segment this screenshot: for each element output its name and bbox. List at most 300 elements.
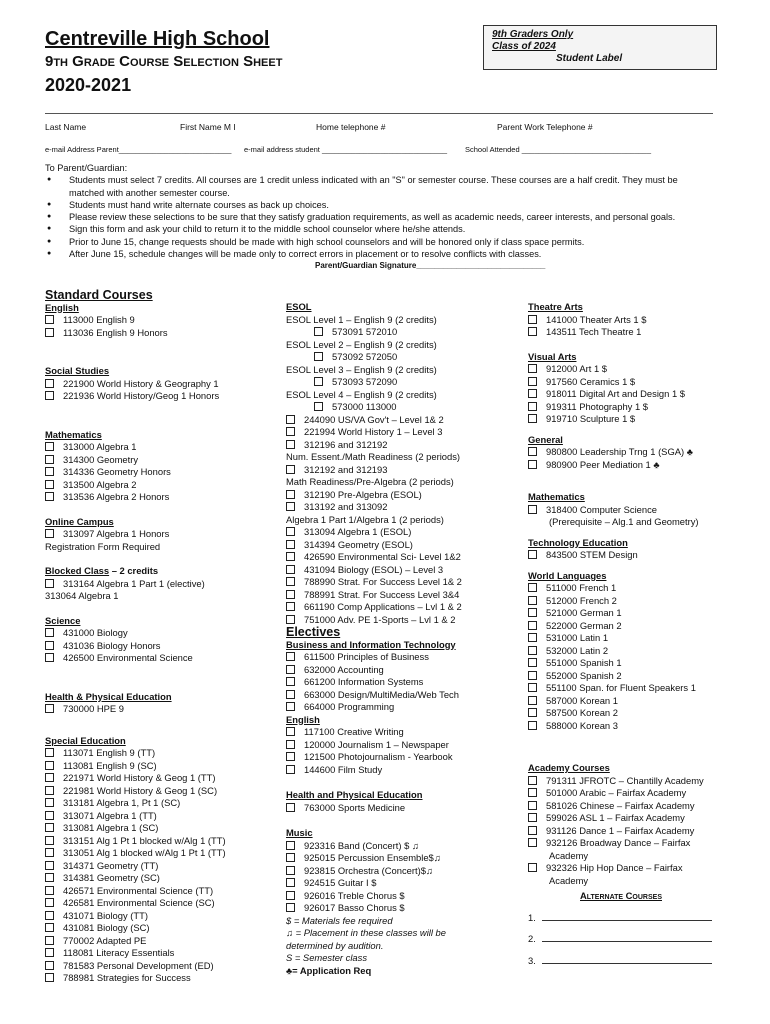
checkbox[interactable] bbox=[528, 658, 537, 667]
theatre-header: Theatre Arts bbox=[528, 301, 583, 312]
course-general-label: 980800 Leadership Trng 1 (SGA) ♣ bbox=[546, 446, 693, 457]
course-language[interactable] bbox=[528, 695, 758, 708]
checkbox[interactable] bbox=[286, 866, 295, 875]
checkbox[interactable] bbox=[45, 391, 54, 400]
health-pe-header: Health & Physical Education bbox=[45, 690, 172, 702]
checkbox[interactable] bbox=[45, 923, 54, 932]
esol-line[interactable] bbox=[286, 576, 518, 589]
alternate-blank[interactable] bbox=[542, 911, 712, 921]
course-special-ed[interactable] bbox=[45, 897, 280, 910]
checkbox[interactable] bbox=[45, 773, 54, 782]
course-visual-arts[interactable] bbox=[528, 413, 758, 426]
checkbox[interactable] bbox=[286, 615, 295, 624]
instruction-item: ● Please review these selections to be sure that they satisfy graduation requirements, as well as academic needs, career interests, and personal goals. bbox=[69, 211, 715, 223]
checkbox[interactable] bbox=[45, 455, 54, 464]
checkbox[interactable] bbox=[286, 502, 295, 511]
checkbox[interactable] bbox=[45, 467, 54, 476]
course-visual-arts-label: 919311 Photography 1 $ bbox=[546, 400, 648, 412]
course-special-ed[interactable] bbox=[45, 785, 280, 798]
course-special-ed[interactable] bbox=[45, 872, 280, 885]
checkbox[interactable] bbox=[45, 492, 54, 501]
course-social-studies-label: 221900 World History & Geography 1 bbox=[63, 377, 219, 389]
course-special-ed[interactable] bbox=[45, 847, 280, 860]
esol-line-label: 788990 Strat. For Success Level 1& 2 bbox=[304, 576, 462, 587]
checkbox[interactable] bbox=[45, 579, 54, 588]
checkbox[interactable] bbox=[45, 911, 54, 920]
alternate-blank[interactable] bbox=[542, 954, 712, 964]
visual-arts-header: Visual Arts bbox=[528, 350, 577, 362]
esol-line[interactable] bbox=[286, 414, 518, 427]
course-special-ed[interactable] bbox=[45, 810, 280, 823]
checkbox[interactable] bbox=[45, 328, 54, 337]
checkbox[interactable] bbox=[528, 505, 537, 514]
checkbox[interactable] bbox=[45, 936, 54, 945]
checkbox[interactable] bbox=[286, 665, 295, 674]
checkbox[interactable] bbox=[45, 973, 54, 982]
spacer bbox=[45, 339, 280, 365]
course-language-label: 532000 Latin 2 bbox=[546, 644, 609, 656]
course-special-ed[interactable] bbox=[45, 972, 280, 985]
course-elective-english[interactable] bbox=[286, 751, 518, 764]
course-academy-label: 581026 Chinese – Fairfax Academy bbox=[546, 799, 695, 811]
esol-line[interactable] bbox=[286, 489, 518, 502]
course-business[interactable] bbox=[286, 701, 518, 714]
parent-work-phone-label: Parent Work Telephone # bbox=[497, 122, 593, 132]
checkbox[interactable] bbox=[286, 702, 295, 711]
parent-signature-field[interactable]: Parent/Guardian Signature_____________________________ bbox=[315, 261, 546, 271]
checkbox[interactable] bbox=[286, 690, 295, 699]
course-math[interactable] bbox=[45, 454, 280, 467]
course-language[interactable] bbox=[528, 720, 758, 733]
course-special-ed-label: 313181 Algebra 1, Pt 1 (SC) bbox=[63, 797, 181, 808]
checkbox[interactable] bbox=[286, 590, 295, 599]
checkbox[interactable] bbox=[45, 704, 54, 713]
esol-line[interactable] bbox=[286, 426, 518, 439]
checkbox[interactable] bbox=[528, 447, 537, 456]
checkbox[interactable] bbox=[286, 803, 295, 812]
checkbox[interactable] bbox=[45, 811, 54, 820]
course-theatre-label: 141000 Theater Arts 1 $ bbox=[546, 313, 647, 325]
home-phone-label: Home telephone # bbox=[316, 122, 386, 132]
course-visual-arts[interactable] bbox=[528, 363, 758, 376]
course-theatre[interactable] bbox=[528, 314, 758, 327]
course-special-ed[interactable] bbox=[45, 797, 280, 810]
checkbox[interactable] bbox=[528, 721, 537, 730]
course-online-label: 313097 Algebra 1 Honors bbox=[63, 528, 170, 539]
checkbox[interactable] bbox=[45, 798, 54, 807]
checkbox[interactable] bbox=[528, 364, 537, 373]
checkbox[interactable] bbox=[528, 863, 537, 872]
column-standard-courses bbox=[45, 289, 280, 985]
sheet-title: 9th Grade Course Selection Sheet bbox=[45, 53, 283, 70]
course-music[interactable] bbox=[286, 877, 518, 890]
course-special-ed-label: 221981 World History & Geog 1 (SC) bbox=[63, 784, 218, 796]
esol-line[interactable] bbox=[286, 539, 518, 552]
course-business[interactable] bbox=[286, 676, 518, 689]
esol-line-label: 314394 Geometry (ESOL) bbox=[304, 538, 413, 550]
esol-line-label: 221994 World History 1 – Level 3 bbox=[304, 426, 443, 437]
course-math[interactable] bbox=[45, 466, 280, 479]
spacer bbox=[528, 562, 758, 570]
esol-line[interactable] bbox=[286, 326, 518, 339]
course-english[interactable] bbox=[45, 327, 280, 340]
esol-line-label: 573091 572010 bbox=[332, 326, 398, 337]
checkbox[interactable] bbox=[286, 853, 295, 862]
spacer bbox=[45, 553, 280, 565]
first-name-label: First Name M I bbox=[180, 122, 236, 132]
alternate-course-field[interactable] bbox=[528, 932, 758, 946]
course-visual-arts[interactable] bbox=[528, 388, 758, 401]
checkbox[interactable] bbox=[528, 826, 537, 835]
course-language[interactable] bbox=[528, 620, 758, 633]
checkbox[interactable] bbox=[45, 641, 54, 650]
checkbox[interactable] bbox=[286, 565, 295, 574]
course-english[interactable] bbox=[45, 314, 280, 327]
special-education-header: Special Education bbox=[45, 734, 126, 746]
checkbox[interactable] bbox=[528, 813, 537, 822]
esol-line[interactable] bbox=[286, 351, 518, 364]
course-special-ed[interactable] bbox=[45, 772, 280, 785]
checkbox[interactable] bbox=[286, 652, 295, 661]
course-business-label: 663000 Design/MultiMedia/Web Tech bbox=[304, 688, 459, 700]
esol-line-label: 244090 US/VA Gov't – Level 1& 2 bbox=[304, 413, 444, 425]
column-esol-electives bbox=[286, 301, 518, 977]
checkbox[interactable] bbox=[286, 527, 295, 536]
elective-hpe-header: Health and Physical Education bbox=[286, 789, 423, 800]
spacer bbox=[528, 339, 758, 351]
checkbox[interactable] bbox=[286, 540, 295, 549]
alternate-course-field[interactable] bbox=[528, 911, 758, 925]
name-line[interactable] bbox=[45, 113, 713, 114]
course-visual-arts-label: 919710 Sculpture 1 $ bbox=[546, 413, 636, 424]
checkbox[interactable] bbox=[45, 898, 54, 907]
spacer bbox=[528, 732, 758, 762]
course-academy[interactable] bbox=[528, 862, 758, 875]
esol-line bbox=[286, 339, 518, 352]
course-language[interactable] bbox=[528, 657, 758, 670]
instruction-item: ● After June 15, schedule changes will be made only to correct errors in placement or to resolve conflicts with classes. bbox=[69, 248, 715, 260]
course-technology[interactable] bbox=[528, 549, 758, 562]
checkbox[interactable] bbox=[528, 633, 537, 642]
course-academy[interactable] bbox=[528, 837, 758, 850]
esol-header: ESOL bbox=[286, 301, 312, 312]
course-elective-english-label: 121500 Photojournalism - Yearbook bbox=[304, 751, 453, 762]
course-special-ed[interactable] bbox=[45, 947, 280, 960]
course-special-ed[interactable] bbox=[45, 960, 280, 973]
checkbox[interactable] bbox=[528, 583, 537, 592]
course-science-label: 426500 Environmental Science bbox=[63, 652, 193, 663]
course-language-label: 551000 Spanish 1 bbox=[546, 657, 622, 668]
checkbox[interactable] bbox=[286, 552, 295, 561]
legend-line: S = Semester class bbox=[286, 952, 368, 963]
checkbox[interactable] bbox=[45, 379, 54, 388]
course-special-ed[interactable] bbox=[45, 747, 280, 760]
checkbox[interactable] bbox=[286, 677, 295, 686]
course-social-studies[interactable] bbox=[45, 378, 280, 391]
checkbox[interactable] bbox=[314, 402, 323, 411]
course-math[interactable] bbox=[45, 479, 280, 492]
checkbox[interactable] bbox=[45, 861, 54, 870]
course-science[interactable] bbox=[45, 627, 280, 640]
checkbox[interactable] bbox=[528, 608, 537, 617]
checkbox[interactable] bbox=[45, 748, 54, 757]
spacer bbox=[45, 603, 280, 615]
esol-line-label: Algebra 1 Part 1/Algebra 1 (2 periods) bbox=[286, 513, 444, 525]
course-language[interactable] bbox=[528, 707, 758, 720]
esol-line-label: 312196 and 312192 bbox=[304, 438, 388, 450]
course-special-ed-label: 118081 Literacy Essentials bbox=[63, 947, 175, 958]
course-elective-english[interactable] bbox=[286, 739, 518, 752]
course-math[interactable] bbox=[45, 441, 280, 454]
course-general[interactable] bbox=[528, 446, 758, 459]
esol-line-label: 573000 113000 bbox=[332, 401, 397, 412]
course-business[interactable] bbox=[286, 651, 518, 664]
esol-line[interactable] bbox=[286, 526, 518, 539]
course-special-ed-label: 113071 English 9 (TT) bbox=[63, 747, 156, 758]
checkbox[interactable] bbox=[528, 708, 537, 717]
course-social-studies[interactable] bbox=[45, 390, 280, 403]
checkbox[interactable] bbox=[528, 646, 537, 655]
checkbox[interactable] bbox=[528, 389, 537, 398]
checkbox[interactable] bbox=[45, 442, 54, 451]
esol-line-label: ESOL Level 2 – English 9 (2 credits) bbox=[286, 338, 437, 350]
course-music-label: 923316 Band (Concert) $ ♫ bbox=[304, 839, 419, 851]
checkbox[interactable] bbox=[286, 903, 295, 912]
course-music-label: 926017 Basso Chorus $ bbox=[304, 902, 405, 913]
checkbox[interactable] bbox=[528, 402, 537, 411]
course-math-label: 314336 Geometry Honors bbox=[63, 466, 171, 477]
checkbox[interactable] bbox=[45, 948, 54, 957]
checkbox[interactable] bbox=[286, 752, 295, 761]
blocked-class-credits: – 2 credits bbox=[109, 565, 159, 576]
checkbox[interactable] bbox=[314, 327, 323, 336]
course-academy-label: Academy bbox=[549, 874, 589, 886]
checkbox[interactable] bbox=[286, 415, 295, 424]
checkbox[interactable] bbox=[45, 873, 54, 882]
checkbox[interactable] bbox=[45, 761, 54, 770]
esol-line-label: ESOL Level 1 – English 9 (2 credits) bbox=[286, 313, 437, 325]
checkbox[interactable] bbox=[314, 352, 323, 361]
checkbox[interactable] bbox=[286, 891, 295, 900]
esol-line-label: 661190 Comp Applications – Lvl 1 & 2 bbox=[304, 601, 462, 612]
checkbox[interactable] bbox=[286, 740, 295, 749]
checkbox[interactable] bbox=[528, 550, 537, 559]
checkbox[interactable] bbox=[528, 776, 537, 785]
course-special-ed-label: 113081 English 9 (SC) bbox=[63, 759, 157, 771]
esol-line[interactable] bbox=[286, 401, 518, 414]
esol-line[interactable] bbox=[286, 439, 518, 452]
course-health[interactable] bbox=[45, 703, 280, 716]
checkbox[interactable] bbox=[528, 696, 537, 705]
checkbox[interactable] bbox=[528, 801, 537, 810]
course-visual-arts-label: 918011 Digital Art and Design 1 $ bbox=[546, 388, 685, 399]
alternate-blank[interactable] bbox=[542, 932, 712, 942]
course-music[interactable] bbox=[286, 902, 518, 915]
course-special-ed[interactable] bbox=[45, 935, 280, 948]
checkbox[interactable] bbox=[45, 823, 54, 832]
school-year: 2020-2021 bbox=[45, 75, 132, 95]
course-elective-math[interactable] bbox=[528, 504, 758, 517]
esol-line[interactable] bbox=[286, 589, 518, 602]
course-science[interactable] bbox=[45, 640, 280, 653]
checkbox[interactable] bbox=[45, 836, 54, 845]
course-elective-english[interactable] bbox=[286, 764, 518, 777]
esol-line[interactable] bbox=[286, 501, 518, 514]
instruction-item: ● Sign this form and ask your child to return it to the middle school counselor where he/she attends. bbox=[69, 223, 715, 235]
course-academy[interactable] bbox=[528, 825, 758, 838]
spacer bbox=[45, 403, 280, 429]
world-languages-header: World Languages bbox=[528, 569, 607, 581]
checkbox[interactable] bbox=[45, 628, 54, 637]
course-academy[interactable] bbox=[528, 812, 758, 825]
esol-line-label: 751000 Adv. PE 1-Sports – Lvl 1 & 2 bbox=[304, 613, 456, 625]
checkbox[interactable] bbox=[45, 848, 54, 857]
course-business[interactable] bbox=[286, 664, 518, 677]
course-math-label: 313000 Algebra 1 bbox=[63, 441, 137, 452]
course-academy-label: 931126 Dance 1 – Fairfax Academy bbox=[546, 824, 695, 836]
elective-math-header: Mathematics bbox=[528, 491, 585, 502]
course-special-ed[interactable] bbox=[45, 922, 280, 935]
course-visual-arts[interactable] bbox=[528, 376, 758, 389]
esol-line bbox=[286, 476, 518, 489]
blocked-class-header bbox=[45, 565, 280, 578]
course-language[interactable] bbox=[528, 607, 758, 620]
course-elective-english[interactable] bbox=[286, 726, 518, 739]
instructions bbox=[45, 162, 715, 273]
course-science[interactable] bbox=[45, 652, 280, 665]
course-business[interactable] bbox=[286, 689, 518, 702]
checkbox[interactable] bbox=[528, 327, 537, 336]
checkbox[interactable] bbox=[314, 377, 323, 386]
checkbox[interactable] bbox=[45, 315, 54, 324]
course-math-label: 314300 Geometry bbox=[63, 453, 139, 465]
checkbox[interactable] bbox=[528, 596, 537, 605]
course-academy[interactable] bbox=[528, 800, 758, 813]
course-online[interactable] bbox=[45, 528, 280, 541]
checkbox[interactable] bbox=[45, 529, 54, 538]
blocked-class-title: Blocked Class bbox=[45, 565, 110, 576]
course-special-ed[interactable] bbox=[45, 822, 280, 835]
checkbox[interactable] bbox=[45, 886, 54, 895]
course-music[interactable] bbox=[286, 890, 518, 903]
course-elective-hpe[interactable] bbox=[286, 802, 518, 815]
course-blocked[interactable] bbox=[45, 578, 280, 591]
alternate-course-field[interactable] bbox=[528, 954, 758, 968]
academy-header: Academy Courses bbox=[528, 762, 610, 773]
checkbox[interactable] bbox=[286, 765, 295, 774]
checkbox[interactable] bbox=[528, 414, 537, 423]
course-music-label: 924515 Guitar I $ bbox=[304, 877, 377, 888]
checkbox[interactable] bbox=[286, 440, 295, 449]
checkbox[interactable] bbox=[528, 377, 537, 386]
checkbox[interactable] bbox=[45, 786, 54, 795]
esol-line-label: 431094 Biology (ESOL) – Level 3 bbox=[304, 563, 444, 575]
course-math-label: 313500 Algebra 2 bbox=[63, 478, 137, 490]
esol-line[interactable] bbox=[286, 551, 518, 564]
course-special-ed[interactable] bbox=[45, 760, 280, 773]
esol-line[interactable] bbox=[286, 464, 518, 477]
instruction-item: ● Students must select 7 credits. All courses are 1 credit unless indicated with an "S" or semester course. These courses are a half credit. They must be matched with another semester course. bbox=[69, 174, 715, 199]
course-special-ed-label: 313081 Algebra 1 (SC) bbox=[63, 822, 159, 833]
course-academy bbox=[528, 850, 758, 863]
course-theatre[interactable] bbox=[528, 326, 758, 339]
esol-line[interactable] bbox=[286, 564, 518, 577]
school-attended-field[interactable]: School Attended _______________________________ bbox=[465, 145, 652, 154]
checkbox[interactable] bbox=[528, 683, 537, 692]
course-english-label: 113036 English 9 Honors bbox=[63, 326, 168, 338]
checkbox[interactable] bbox=[45, 961, 54, 970]
course-special-ed-label: 426571 Environmental Science (TT) bbox=[63, 884, 214, 896]
course-music[interactable] bbox=[286, 852, 518, 865]
checkbox[interactable] bbox=[286, 727, 295, 736]
course-language[interactable] bbox=[528, 582, 758, 595]
checkbox[interactable] bbox=[286, 602, 295, 611]
checkbox[interactable] bbox=[286, 878, 295, 887]
checkbox[interactable] bbox=[528, 788, 537, 797]
course-music[interactable] bbox=[286, 840, 518, 853]
checkbox[interactable] bbox=[286, 490, 295, 499]
course-music[interactable] bbox=[286, 865, 518, 878]
course-language-label: 512000 French 2 bbox=[546, 594, 617, 606]
checkbox[interactable] bbox=[286, 465, 295, 474]
checkbox[interactable] bbox=[528, 838, 537, 847]
course-academy[interactable] bbox=[528, 775, 758, 788]
course-special-ed-label: 314381 Geometry (SC) bbox=[63, 872, 160, 883]
course-language[interactable] bbox=[528, 682, 758, 695]
checkbox[interactable] bbox=[528, 315, 537, 324]
course-general[interactable] bbox=[528, 459, 758, 472]
course-language[interactable] bbox=[528, 670, 758, 683]
checkbox[interactable] bbox=[528, 671, 537, 680]
checkbox[interactable] bbox=[45, 480, 54, 489]
checkbox[interactable] bbox=[45, 653, 54, 662]
course-language[interactable] bbox=[528, 595, 758, 608]
label-line-2: Class of 2024 bbox=[492, 41, 556, 52]
spacer bbox=[528, 426, 758, 434]
esol-line bbox=[286, 364, 518, 377]
course-special-ed-label: 313051 Alg 1 blocked w/Alg 1 Pt 1 (TT) bbox=[63, 847, 226, 858]
course-language-label: 511000 French 1 bbox=[546, 582, 617, 593]
checkbox[interactable] bbox=[528, 460, 537, 469]
checkbox[interactable] bbox=[528, 621, 537, 630]
course-language[interactable] bbox=[528, 632, 758, 645]
course-academy-label: 599026 ASL 1 – Fairfax Academy bbox=[546, 812, 685, 823]
spacer bbox=[286, 814, 518, 827]
course-academy[interactable] bbox=[528, 787, 758, 800]
esol-line[interactable] bbox=[286, 376, 518, 389]
course-academy-label: 791311 JFROTC – Chantilly Academy bbox=[546, 774, 704, 786]
course-science-label: 431036 Biology Honors bbox=[63, 639, 161, 651]
course-math[interactable] bbox=[45, 491, 280, 504]
course-special-ed[interactable] bbox=[45, 860, 280, 873]
course-special-ed[interactable] bbox=[45, 885, 280, 898]
course-language[interactable] bbox=[528, 645, 758, 658]
checkbox[interactable] bbox=[286, 577, 295, 586]
course-special-ed[interactable] bbox=[45, 835, 280, 848]
course-business-label: 664000 Programming bbox=[304, 701, 395, 712]
last-name-label: Last Name bbox=[45, 122, 87, 132]
spacer bbox=[45, 716, 280, 735]
course-special-ed[interactable] bbox=[45, 910, 280, 923]
email-parent-field[interactable]: e-mail Address Parent___________________________ bbox=[45, 145, 232, 154]
checkbox[interactable] bbox=[286, 427, 295, 436]
course-visual-arts[interactable] bbox=[528, 401, 758, 414]
email-student-field[interactable]: e-mail address student ______________________________ bbox=[244, 145, 448, 154]
blocked-note: 313064 Algebra 1 bbox=[45, 590, 119, 601]
esol-line[interactable] bbox=[286, 601, 518, 614]
business-it-header: Business and Information Technology bbox=[286, 638, 456, 650]
checkbox[interactable] bbox=[286, 841, 295, 850]
